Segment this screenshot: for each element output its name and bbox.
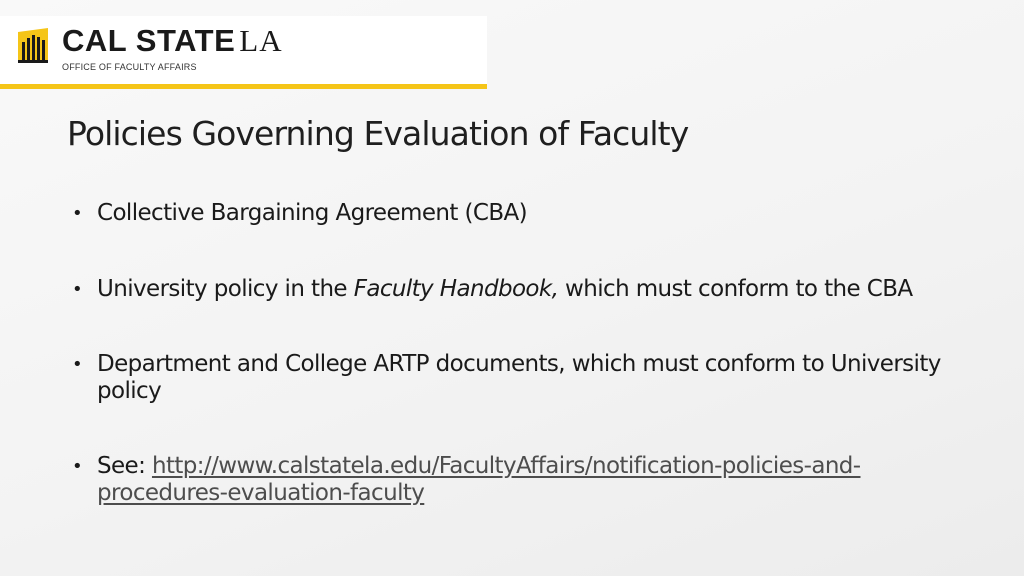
logo-subtitle: OFFICE OF FACULTY AFFAIRS — [62, 62, 197, 72]
bullet-prefix: See: — [97, 453, 152, 479]
bullet-text: Collective Bargaining Agreement (CBA) — [97, 200, 528, 226]
bullet-text: University policy in the — [97, 276, 354, 302]
logo-name-suffix: LA — [239, 23, 283, 58]
header-accent-rule — [0, 84, 487, 89]
bullet-text: Department and College ARTP documents, which must conform to University policy — [97, 351, 941, 404]
bullet-marker: • — [72, 203, 83, 224]
bullet-item — [72, 453, 982, 507]
bullet-marker: • — [72, 456, 83, 477]
logo-wordmark — [62, 24, 283, 72]
bullet-marker: • — [72, 279, 83, 300]
policy-link[interactable]: http://www.calstatela.edu/FacultyAffairs/notification-policies-and-procedures-evaluation-faculty — [97, 453, 861, 506]
logo-name-main: CAL STATE — [62, 23, 236, 58]
logo-name — [62, 24, 283, 58]
bullet-list — [72, 200, 982, 507]
bullet-text: which must conform to the CBA — [558, 276, 913, 302]
faculty-handbook-title: Faculty Handbook, — [353, 276, 559, 302]
bullet-item — [72, 276, 982, 303]
cal-state-la-building-logo-icon — [14, 26, 54, 66]
bullet-marker: • — [72, 354, 83, 375]
bullet-item — [72, 351, 982, 405]
bullet-item — [72, 200, 982, 227]
slide-title: Policies Governing Evaluation of Faculty — [67, 114, 689, 153]
